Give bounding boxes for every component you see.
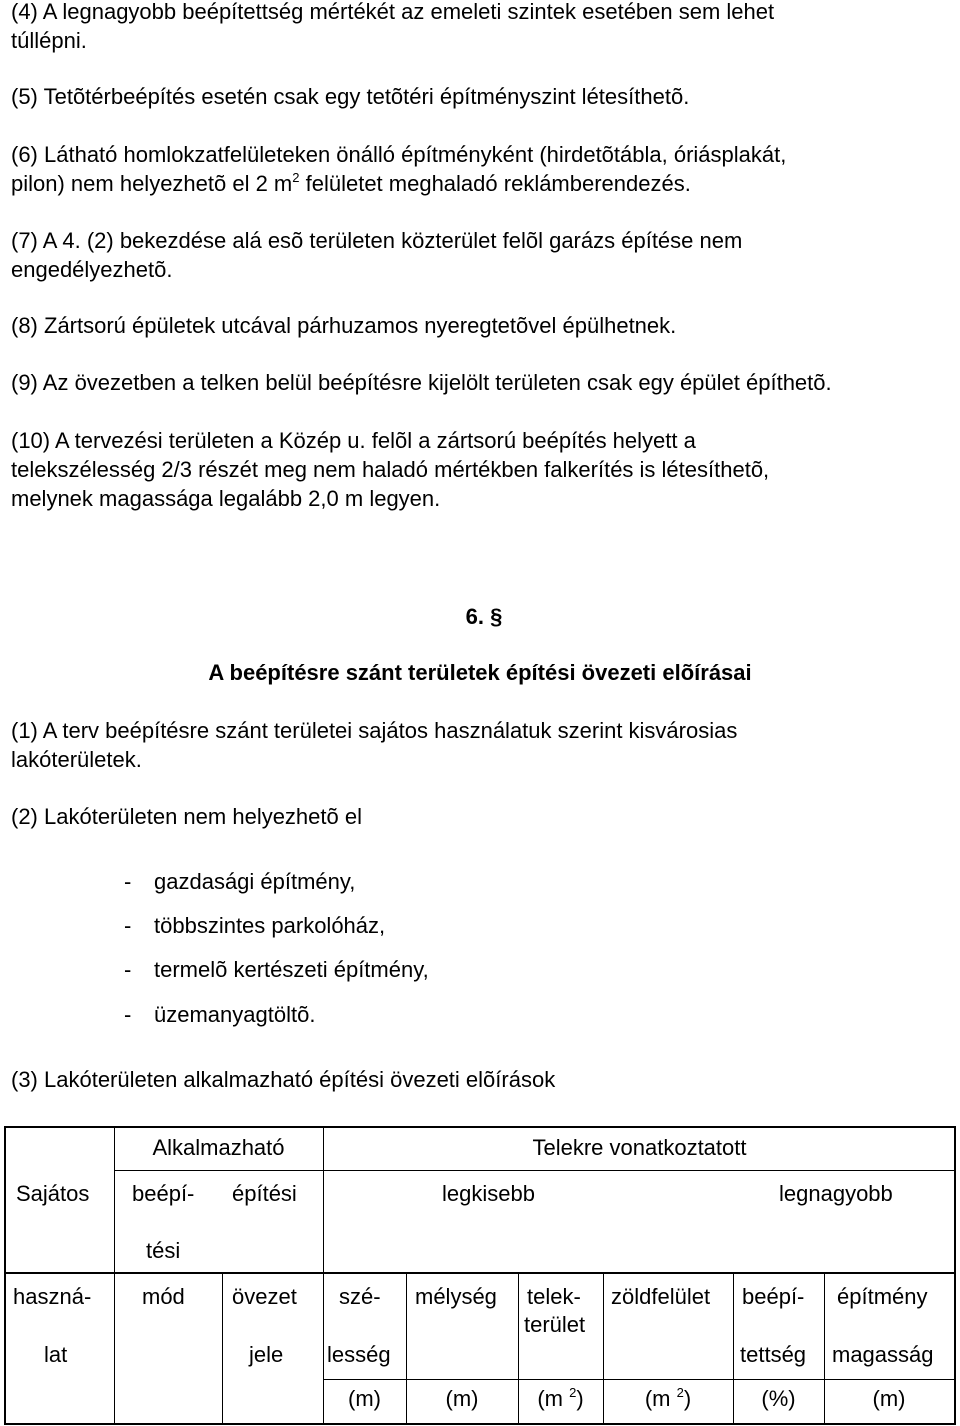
table-unit: (m) xyxy=(348,1386,381,1411)
table-rule xyxy=(4,1272,956,1274)
table-rule xyxy=(222,1272,223,1424)
table-header: övezet xyxy=(232,1284,297,1309)
table-header: legnagyobb xyxy=(779,1181,893,1206)
table-header: Sajátos xyxy=(16,1181,90,1206)
body-3: (3) Lakóterületen alkalmazható építési övezeti elõírások xyxy=(11,1067,556,1092)
body-1-line-2: lakóterületek. xyxy=(11,747,142,772)
table-border xyxy=(4,1126,956,1128)
table-unit: (m $^2$) xyxy=(537,1385,584,1411)
table-unit: (m) xyxy=(445,1386,479,1411)
list-item: - üzemanyagtöltõ. xyxy=(124,1002,316,1027)
paragraph-6-line-1: (6) Látható homlokzatfelületeken önálló építményként (hirdetõtábla, óriásplakát, xyxy=(11,142,787,167)
table-border xyxy=(4,1126,6,1424)
table-rule xyxy=(114,1170,956,1171)
superscript: 2 xyxy=(292,170,300,185)
table-header: zöldfelület xyxy=(611,1284,711,1309)
paragraph-10-line-2: telekszélesség 2/3 részét meg nem haladó mértékben falkerítés is létesíthetõ, xyxy=(11,457,770,482)
list-item: - többszintes parkolóház, xyxy=(124,913,386,938)
table-header: haszná- xyxy=(13,1284,92,1309)
paragraph-8: (8) Zártsorú épületek utcával párhuzamos nyeregtetõvel épülhetnek. xyxy=(11,313,677,338)
table-header: telek- xyxy=(527,1284,581,1309)
paragraph-10-line-1: (10) A tervezési területen a Közép u. felõl a zártsorú beépítés helyett a xyxy=(11,428,696,453)
body-1-line-1: (1) A terv beépítésre szánt területei sajátos használatuk szerint kisvárosias xyxy=(11,718,738,743)
table-header: mélység xyxy=(415,1284,497,1309)
paragraph-7-line-2: engedélyezhetõ. xyxy=(11,257,173,282)
table-header: építmény xyxy=(837,1284,928,1309)
table-header: lesség xyxy=(327,1342,391,1367)
list-item: - gazdasági építmény, xyxy=(124,869,356,894)
table-header: építési xyxy=(232,1181,297,1206)
section-number: 6. § xyxy=(465,604,503,629)
table-header: terület xyxy=(524,1312,586,1337)
paragraph-6-line-2: pilon) nem helyezhetõ el 2 $m^2$ felületet meghaladó reklámberendezés. xyxy=(11,170,691,196)
table-header: tettség xyxy=(740,1342,807,1367)
table-header: legkisebb xyxy=(442,1181,535,1206)
section-title: A beépítésre szánt területek építési övezeti elõírásai xyxy=(208,660,752,685)
table-header: szé- xyxy=(339,1284,381,1309)
table-rule xyxy=(323,1379,956,1380)
paragraph-9: (9) Az övezetben a telken belül beépítésre kijelölt területen csak egy épület építhetõ. xyxy=(11,370,832,395)
table-header: jele xyxy=(249,1342,284,1367)
table-header: beépí- xyxy=(742,1284,805,1309)
table-header: mód xyxy=(142,1284,185,1309)
table-header: lat xyxy=(44,1342,68,1367)
table-unit: (m) xyxy=(872,1386,906,1411)
paragraph-4-line-1: (4) A legnagyobb beépítettség mértékét az emeleti szintek esetében sem lehet xyxy=(11,0,775,24)
table-header: beépí- xyxy=(132,1181,195,1206)
table-border xyxy=(954,1126,956,1424)
table-unit: (m $^2$) xyxy=(644,1385,692,1411)
paragraph-7-line-1: (7) A 4. (2) bekezdése alá esõ területen közterület felõl garázs építése nem xyxy=(11,228,743,253)
paragraph-5: (5) Tetõtérbeépítés esetén csak egy tetõtéri építményszint létesíthetõ. xyxy=(11,84,690,109)
table-rule xyxy=(114,1126,115,1424)
table-header: magasság xyxy=(832,1342,934,1367)
list-item: - termelõ kertészeti építmény, xyxy=(124,957,429,982)
table-header: Alkalmazható xyxy=(152,1135,285,1160)
table-unit: (%) xyxy=(761,1386,796,1411)
paragraph-10-line-3: melynek magassága legalább 2,0 m legyen. xyxy=(11,486,441,511)
table-header: tési xyxy=(146,1238,181,1263)
table-rule xyxy=(323,1126,324,1424)
body-2: (2) Lakóterületen nem helyezhetõ el xyxy=(11,804,362,829)
paragraph-4-line-2: túllépni. xyxy=(11,28,87,53)
table-border xyxy=(4,1423,956,1425)
table-header: Telekre vonatkoztatott xyxy=(532,1135,747,1160)
